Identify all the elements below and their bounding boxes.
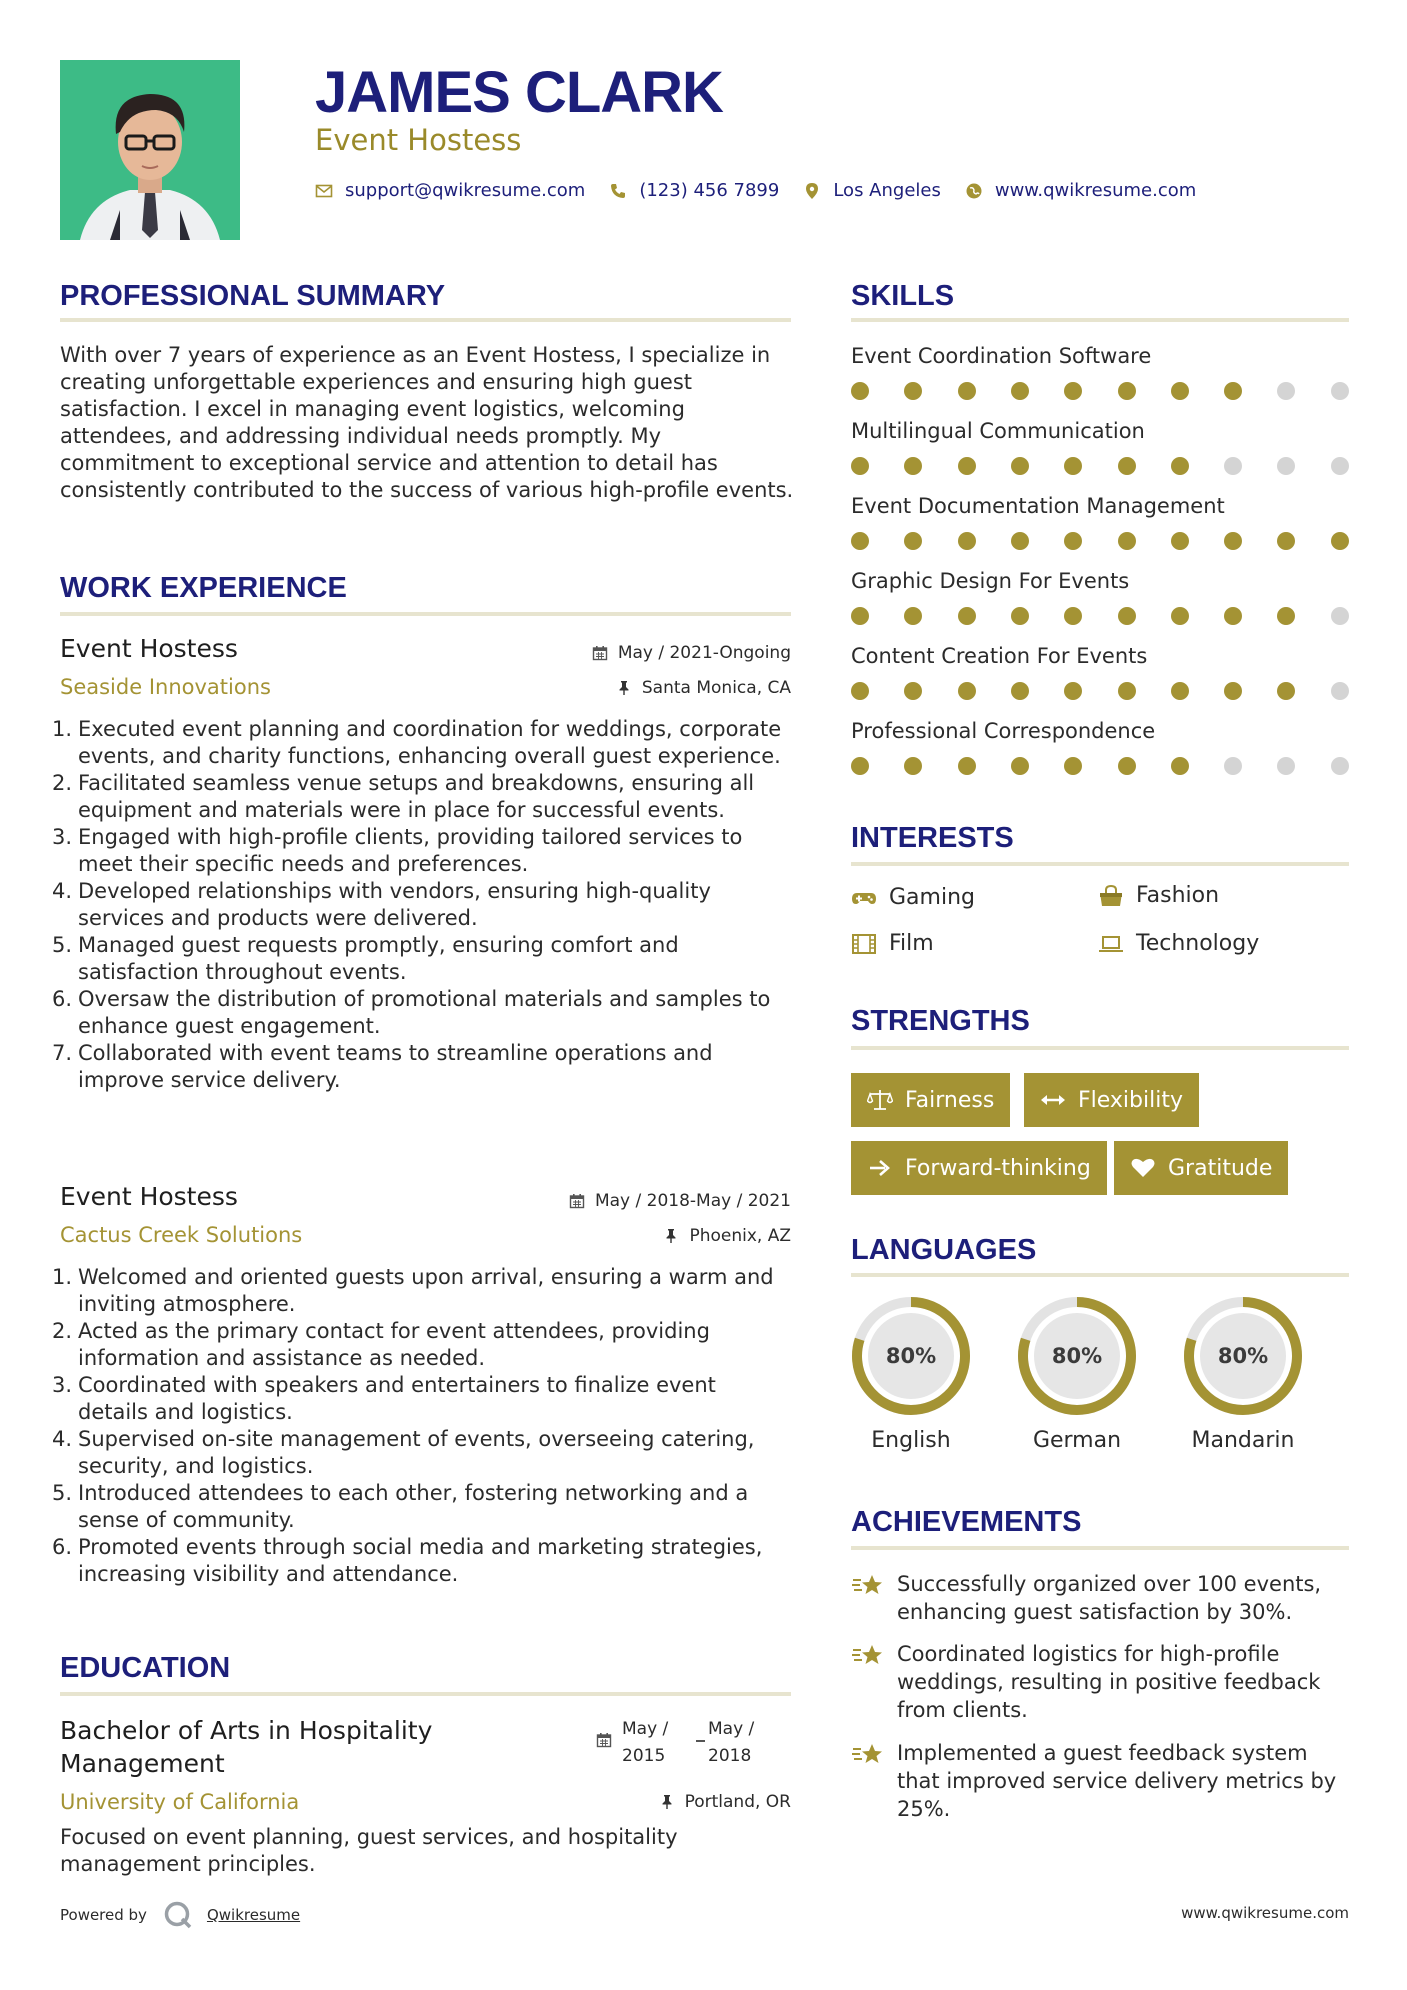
calendar-icon: [569, 1193, 585, 1209]
phone-text: (123) 456 7899: [639, 180, 780, 201]
footer-powered-by: [60, 1900, 300, 1930]
calendar-icon: [592, 645, 608, 661]
language-german: [1015, 1294, 1139, 1456]
skill-rating: [851, 757, 1351, 777]
job-2-title: Event Hostess: [60, 1182, 238, 1211]
skill-dot-filled: [1011, 682, 1029, 700]
pushpin-icon: [663, 1228, 679, 1244]
balance-scale-icon: [867, 1089, 893, 1111]
skill-dot-empty: [1331, 682, 1349, 700]
contact-location: [803, 176, 941, 206]
job-2-place: [663, 1224, 791, 1248]
arrows-horizontal-icon: [1040, 1089, 1066, 1111]
footer-site[interactable]: www.qwikresume.com: [1181, 1904, 1349, 1922]
language-percent: 80%: [885, 1344, 937, 1368]
skill-dot-filled: [1171, 682, 1189, 700]
list-item: 7. Collaborated with event teams to streamline operations and improve service delivery.: [52, 1041, 713, 1092]
skill-dot-filled: [1118, 607, 1136, 625]
skill-name: Event Coordination Software: [851, 344, 1152, 368]
list-item: 4. Developed relationships with vendors, ensuring high-quality services and products were delivered.: [52, 879, 711, 930]
achievement-item: [851, 1570, 1351, 1626]
skill-dot-filled: [1064, 682, 1082, 700]
skill-rating: [851, 607, 1351, 627]
interests-rule: [851, 862, 1349, 866]
skill-name: Graphic Design For Events: [851, 569, 1130, 593]
language-percent: 80%: [1051, 1344, 1103, 1368]
skill-dot-filled: [1118, 382, 1136, 400]
skill-dot-filled: [1277, 532, 1295, 550]
phone-icon: [609, 182, 627, 200]
film-icon: [851, 933, 877, 955]
skill-dot-filled: [1224, 532, 1242, 550]
map-pin-icon: [803, 182, 821, 200]
skills-heading: SKILLS: [851, 280, 955, 312]
skill-name: Professional Correspondence: [851, 719, 1156, 743]
skill-dot-filled: [958, 382, 976, 400]
strength-flexibility: [1024, 1073, 1199, 1127]
skill-dot-filled: [1011, 532, 1029, 550]
profile-photo-image: [60, 60, 240, 240]
skill-dot-filled: [851, 382, 869, 400]
job-1-place: [616, 676, 791, 700]
summary-rule: [60, 318, 791, 322]
gamepad-icon: [851, 887, 877, 909]
degree-line-2: Management: [60, 1749, 225, 1778]
list-item: 5. Introduced attendees to each other, fostering networking and a sense of community.: [52, 1481, 749, 1532]
job-1-company: Seaside Innovations: [60, 675, 271, 699]
interest-label: Gaming: [889, 885, 975, 910]
language-percent: 80%: [1217, 1344, 1269, 1368]
education-start: May / 2015: [622, 1719, 669, 1766]
skill-dot-filled: [851, 757, 869, 775]
skills-rule: [851, 318, 1349, 322]
skill-dot-empty: [1331, 757, 1349, 775]
education-end: May / 2018: [708, 1719, 755, 1766]
summary-heading: PROFESSIONAL SUMMARY: [60, 280, 446, 312]
laptop-icon: [1098, 933, 1124, 955]
skill-dot-filled: [1064, 757, 1082, 775]
skill-dot-filled: [904, 757, 922, 775]
skill-dot-filled: [1064, 532, 1082, 550]
arrow-right-icon: [867, 1157, 893, 1179]
language-english: [849, 1294, 973, 1456]
globe-icon: [965, 182, 983, 200]
skill-name: Multilingual Communication: [851, 419, 1145, 443]
skill-dot-filled: [958, 532, 976, 550]
strength-fairness: [851, 1073, 1010, 1127]
strength-label: Forward-thinking: [905, 1155, 1091, 1181]
skill-dot-empty: [1277, 757, 1295, 775]
skill-rating: [851, 382, 1351, 402]
skill-dot-filled: [958, 607, 976, 625]
email-text: support@qwikresume.com: [345, 180, 586, 201]
powered-by-text: Powered by: [60, 1906, 147, 1924]
achievement-text: Coordinated logistics for high-profile weddings, resulting in positive feedback from clients.: [897, 1642, 1321, 1722]
skill-dot-filled: [1224, 382, 1242, 400]
achievement-text: Implemented a guest feedback system that improved service delivery metrics by 25%.: [897, 1741, 1337, 1821]
skill-dot-filled: [1064, 457, 1082, 475]
job-1-date-text: May / 2021-Ongoing: [617, 643, 791, 663]
contact-bar: [315, 176, 1220, 206]
achievement-text: Successfully organized over 100 events, enhancing guest satisfaction by 30%.: [897, 1572, 1322, 1624]
skill-dot-filled: [851, 682, 869, 700]
job-2-company: Cactus Creek Solutions: [60, 1223, 303, 1247]
skill-dot-filled: [1118, 757, 1136, 775]
education-dates: [596, 1716, 754, 1770]
achievement-item: [851, 1640, 1351, 1724]
skill-dot-filled: [904, 682, 922, 700]
website-text: www.qwikresume.com: [994, 180, 1197, 201]
skill-dot-filled: [1171, 757, 1189, 775]
work-rule: [60, 612, 791, 616]
skill-dot-filled: [958, 682, 976, 700]
skill-dot-filled: [851, 532, 869, 550]
language-name: English: [871, 1428, 951, 1453]
strengths-heading: STRENGTHS: [851, 1005, 1030, 1037]
skill-dot-filled: [904, 457, 922, 475]
strength-label: Flexibility: [1078, 1087, 1183, 1113]
skill-name: Event Documentation Management: [851, 494, 1225, 518]
list-item: 1. Welcomed and oriented guests upon arrival, ensuring a warm and inviting atmosphere.: [52, 1265, 774, 1316]
skill-name: Content Creation For Events: [851, 644, 1148, 668]
languages-heading: LANGUAGES: [851, 1234, 1037, 1266]
education-place: [659, 1790, 791, 1814]
interest-label: Technology: [1136, 931, 1260, 956]
skill-dot-empty: [1331, 607, 1349, 625]
envelope-icon: [315, 182, 333, 200]
list-item: 2. Acted as the primary contact for event attendees, providing information and assistance as needed.: [52, 1319, 710, 1370]
skill-dot-filled: [1118, 457, 1136, 475]
skill-dot-filled: [904, 607, 922, 625]
shooting-star-icon: [851, 1570, 885, 1600]
education-heading: EDUCATION: [60, 1652, 231, 1684]
language-mandarin: [1181, 1294, 1305, 1456]
strengths-rule: [851, 1046, 1349, 1050]
pushpin-icon: [659, 1794, 675, 1810]
skill-dot-filled: [851, 457, 869, 475]
education-place-text: Portland, OR: [684, 1792, 791, 1812]
job-1-bullets: [52, 716, 792, 1094]
skill-dot-empty: [1277, 382, 1295, 400]
skill-dot-empty: [1224, 457, 1242, 475]
contact-website[interactable]: [965, 176, 1196, 206]
skill-dot-filled: [1171, 382, 1189, 400]
list-item: 6. Promoted events through social media and marketing strategies, increasing visibility and attendance.: [52, 1535, 763, 1586]
job-2-date-text: May / 2018-May / 2021: [594, 1191, 791, 1211]
list-item: 1. Executed event planning and coordination for weddings, corporate events, and charity functions, enhancing overall guest experience.: [52, 717, 782, 768]
interest-label: Film: [889, 931, 934, 956]
skill-dot-filled: [1011, 757, 1029, 775]
achievement-item: [851, 1739, 1351, 1823]
skill-dot-filled: [1277, 682, 1295, 700]
location-text: Los Angeles: [833, 180, 941, 201]
skill-dot-empty: [1331, 457, 1349, 475]
skill-dot-filled: [1224, 682, 1242, 700]
strength-gratitude: [1114, 1141, 1288, 1195]
school-name: University of California: [60, 1790, 300, 1814]
job-2-bullets: [52, 1264, 792, 1588]
skill-dot-filled: [904, 532, 922, 550]
skill-dot-filled: [1118, 682, 1136, 700]
skill-dot-filled: [904, 382, 922, 400]
interest-fashion: [1098, 881, 1219, 911]
interest-film: [851, 929, 934, 959]
education-description: Focused on event planning, guest services, and hospitality management principles.: [60, 1825, 678, 1876]
contact-phone[interactable]: [609, 176, 779, 206]
job-2-place-text: Phoenix, AZ: [689, 1226, 791, 1246]
profile-photo: [60, 60, 240, 240]
skill-rating: [851, 532, 1351, 552]
work-heading: WORK EXPERIENCE: [60, 572, 347, 604]
interests-heading: INTERESTS: [851, 822, 1014, 854]
skill-dot-filled: [1331, 532, 1349, 550]
strength-forward-thinking: [851, 1141, 1107, 1195]
strength-label: Gratitude: [1168, 1155, 1273, 1181]
list-item: 2. Facilitated seamless venue setups and breakdowns, ensuring all equipment and materials were in place for successful events.: [52, 771, 755, 822]
skill-dot-filled: [958, 757, 976, 775]
skill-dot-filled: [1118, 532, 1136, 550]
education-rule: [60, 1692, 791, 1696]
job-1-date: [592, 641, 791, 665]
interest-technology: [1098, 929, 1259, 959]
achievements-heading: ACHIEVEMENTS: [851, 1506, 1082, 1538]
list-item: 6. Oversaw the distribution of promotional materials and samples to enhance guest engagement.: [52, 987, 771, 1038]
strength-label: Fairness: [905, 1087, 995, 1113]
interest-gaming: [851, 883, 975, 913]
candidate-role: Event Hostess: [315, 123, 522, 157]
list-item: 5. Managed guest requests promptly, ensuring comfort and satisfaction throughout events.: [52, 933, 679, 984]
list-item: 3. Coordinated with speakers and entertainers to finalize event details and logistics.: [52, 1373, 716, 1424]
achievements-rule: [851, 1546, 1349, 1550]
list-item: 3. Engaged with high-profile clients, providing tailored services to meet their specific needs and preferences.: [52, 825, 743, 876]
job-1-title: Event Hostess: [60, 634, 238, 663]
skill-dot-filled: [1171, 532, 1189, 550]
language-name: Mandarin: [1191, 1428, 1295, 1453]
qwikresume-logo-icon: [163, 1900, 193, 1930]
candidate-name: JAMES CLARK: [315, 60, 723, 125]
skill-dot-filled: [1011, 382, 1029, 400]
skill-dot-filled: [958, 457, 976, 475]
skill-rating: [851, 682, 1351, 702]
calendar-icon: [596, 1732, 612, 1748]
degree-title: [60, 1714, 432, 1780]
skill-dot-empty: [1277, 457, 1295, 475]
pushpin-icon: [616, 680, 632, 696]
interest-label: Fashion: [1136, 883, 1220, 908]
skill-rating: [851, 457, 1351, 477]
languages-rule: [851, 1273, 1349, 1277]
contact-email[interactable]: [315, 176, 585, 206]
job-1-place-text: Santa Monica, CA: [641, 678, 791, 698]
job-2-date: [569, 1189, 791, 1213]
skill-dot-filled: [1224, 607, 1242, 625]
skill-dot-filled: [1171, 457, 1189, 475]
shopping-bag-icon: [1098, 885, 1124, 907]
degree-line-1: Bachelor of Arts in Hospitality: [60, 1716, 433, 1745]
heart-icon: [1130, 1157, 1156, 1179]
skill-dot-filled: [1011, 607, 1029, 625]
skill-dot-filled: [851, 607, 869, 625]
skill-dot-empty: [1331, 382, 1349, 400]
shooting-star-icon: [851, 1739, 885, 1769]
skill-dot-empty: [1224, 757, 1242, 775]
brand-link[interactable]: Qwikresume: [206, 1906, 301, 1924]
skill-dot-filled: [1011, 457, 1029, 475]
skill-dot-filled: [1171, 607, 1189, 625]
skill-dot-filled: [1064, 382, 1082, 400]
language-name: German: [1032, 1428, 1122, 1453]
skill-dot-filled: [1277, 607, 1295, 625]
skill-dot-filled: [1064, 607, 1082, 625]
summary-text: With over 7 years of experience as an Event Hostess, I specialize in creating unforgettable experiences and ensuring high guest satisfaction. I excel in managing event logistics, welcoming attendees, and addressing individual needs promptly. My commitment to exceptional service and attention to detail has consistently contributed to the success of various high-profile events.: [60, 343, 794, 502]
date-separator: [694, 1716, 708, 1770]
shooting-star-icon: [851, 1640, 885, 1670]
list-item: 4. Supervised on-site management of events, overseeing catering, security, and logistics.: [52, 1427, 755, 1478]
